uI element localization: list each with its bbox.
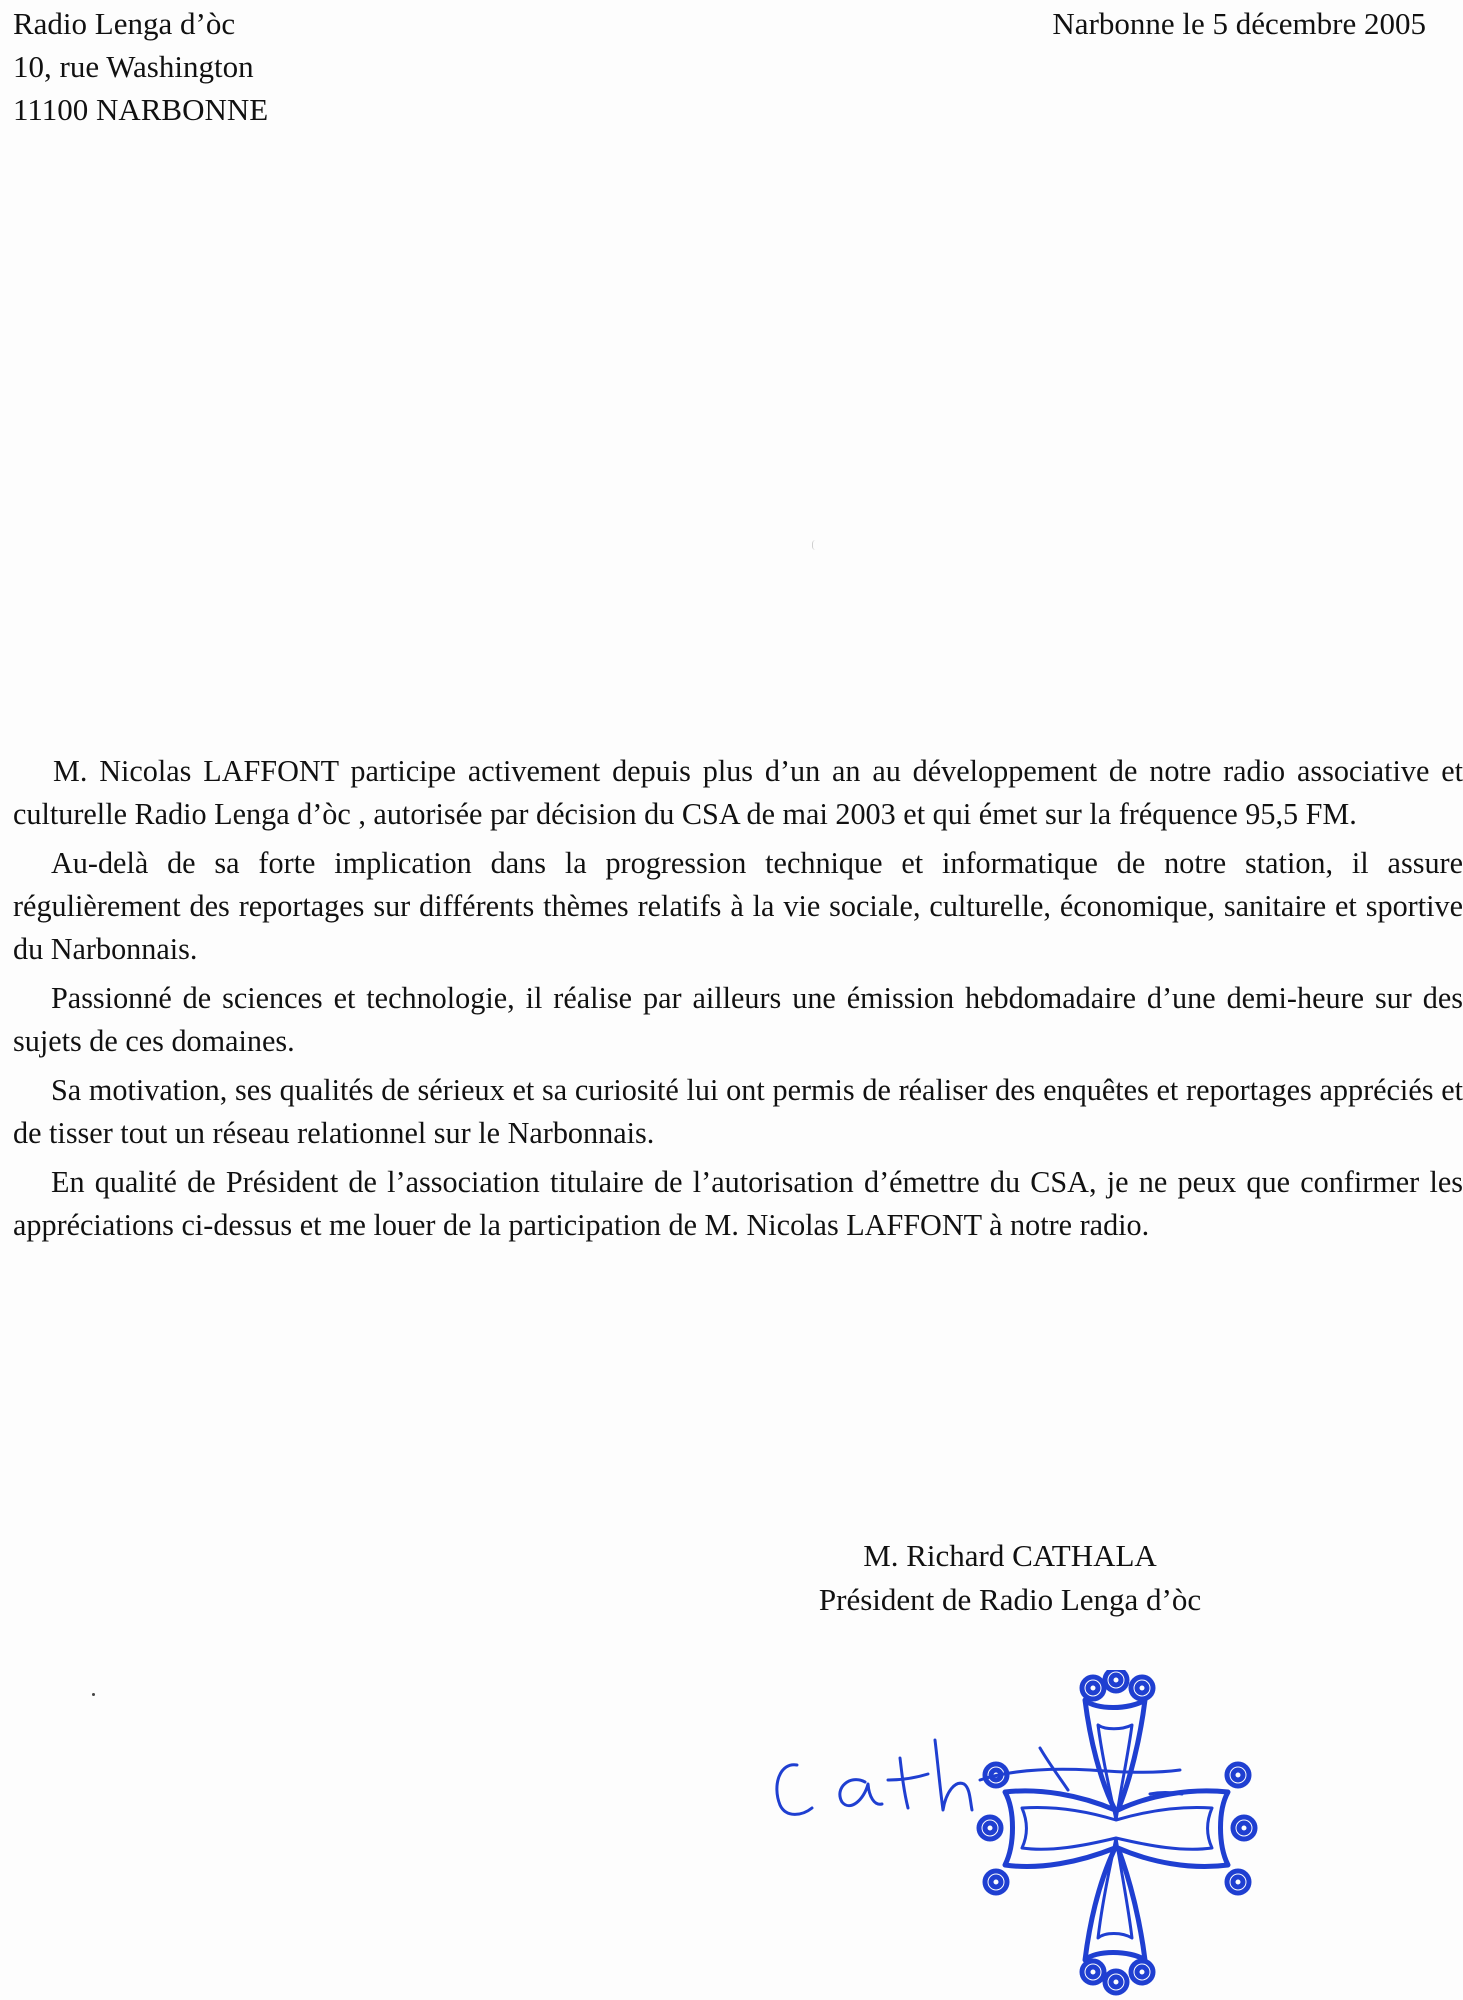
signatory-name: M. Richard CATHALA <box>863 1538 1157 1573</box>
paper-dot <box>92 1693 95 1696</box>
letter-date: Narbonne le 5 décembre 2005 <box>1052 6 1426 41</box>
letter-body <box>13 750 1463 1253</box>
paragraph-intro: M. Nicolas LAFFONT participe activement depuis plus d’un an au développement de notre radio associative et culturelle Radio Lenga d’òc , autorisée par décision du CSA de mai 2003 et qui émet sur la fréquence 95,5 FM. <box>13 754 1463 831</box>
paragraph-qualities: Sa motivation, ses qualités de sérieux et sa curiosité lui ont permis de réaliser des enquêtes et reportages appréciés et de tisser tout un réseau relationnel sur le Narbonnais. <box>13 1073 1463 1150</box>
sender-city: 11100 NARBONNE <box>13 92 269 127</box>
occitan-cross-icon <box>979 1670 1255 1993</box>
sender-address <box>13 2 268 131</box>
signatory-title: Président de Radio Lenga d’òc <box>818 1582 1202 1617</box>
paragraph-broadcast: Passionné de sciences et technologie, il réalise par ailleurs une émission hebdomadaire d’une demi-heure sur des sujets de ces domaines. <box>13 981 1463 1058</box>
sender-street: 10, rue Washington <box>13 49 254 84</box>
paragraph-activities: Au-delà de sa forte implication dans la progression technique et informatique de notre station, il assure régulièrement des reportages sur différents thèmes relatifs à la vie sociale, culturelle, économique, sanitaire et sportive du Narbonnais. <box>13 846 1463 966</box>
paragraph-confirmation: En qualité de Président de l’association titulaire de l’autorisation d’émettre du CSA, je ne peux que confirmer les appréciations ci-dessus et me louer de la participation de M. Nicolas LAFFONT à notre radio. <box>13 1165 1463 1242</box>
paper-mark <box>812 540 819 550</box>
signature-with-stamp <box>750 1670 1310 2000</box>
sender-name: Radio Lenga d’òc <box>13 6 236 41</box>
signatory-block <box>760 1534 1260 1622</box>
